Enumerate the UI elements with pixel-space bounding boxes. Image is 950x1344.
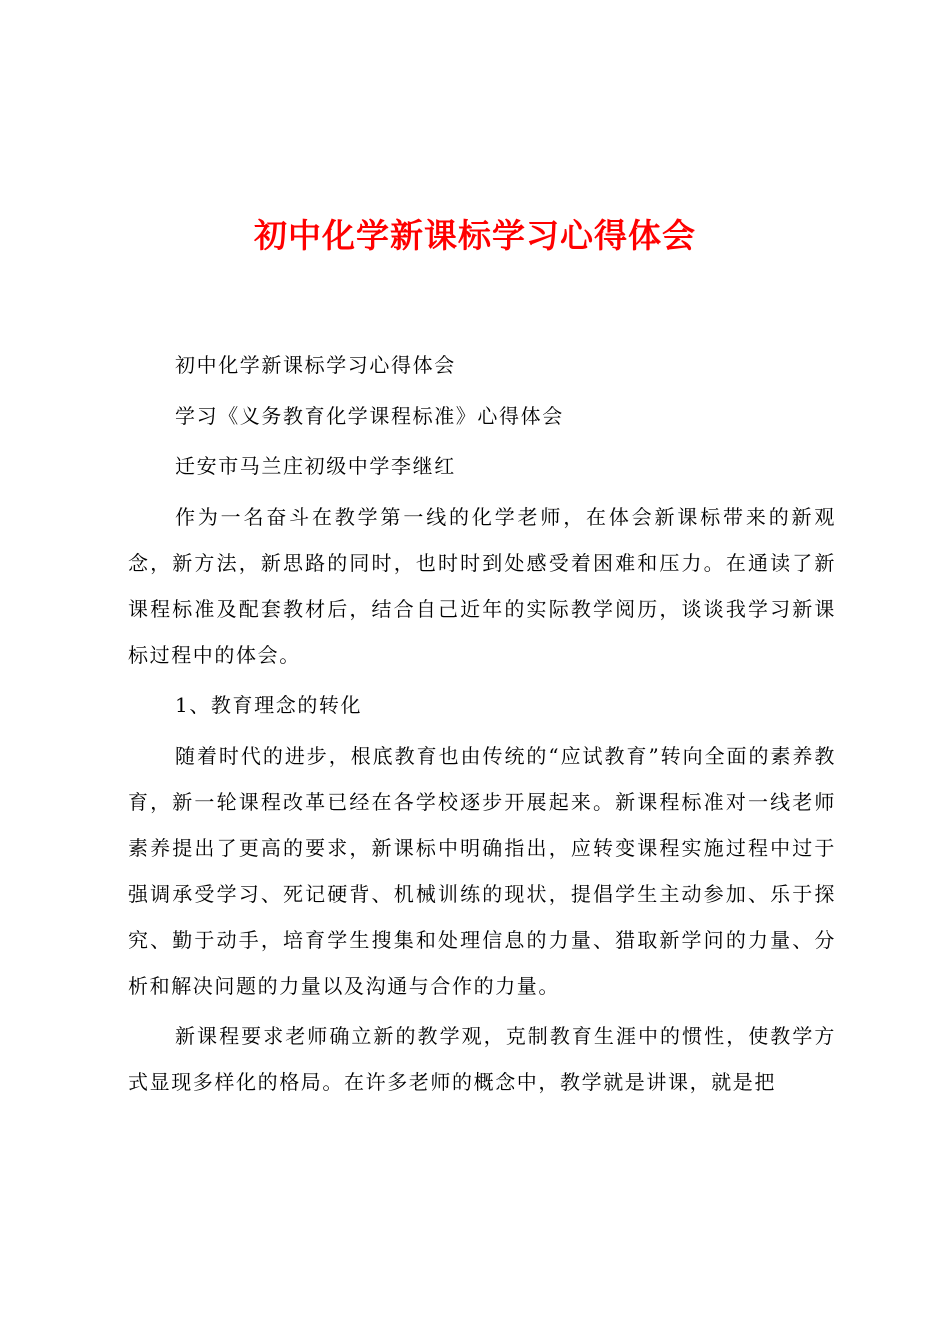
document-title: 初中化学新课标学习心得体会 [254, 216, 696, 255]
paragraph-heading-repeat: 初中化学新课标学习心得体会 [175, 353, 456, 377]
paragraph-section-1: 随着时代的进步，根底教育也由传统的“应试教育”转向全面的素养教育，新一轮课程改革已经在各学校逐步开展起来。新课程标准对一线老师素养提出了更高的要求，新课标中明确指出，应转变课程实施过程中过于强调承受学习、死记硬背、机械训练的现状，提倡学生主动参加、乐于探究、勤于动手，培育学生搜集和处理信息的力量、猎取新学问的力量、分析和解决问题的力量以及沟通与合作的力量。 [128, 743, 836, 998]
section-heading-1: 1、教育理念的转化 [175, 693, 363, 717]
paragraph-subtitle: 学习《义务教育化学课程标准》心得体会 [175, 403, 564, 428]
paragraph-section-1-continued: 新课程要求老师确立新的教学观，克制教育生涯中的惯性，使教学方式显现多样化的格局。在许多老师的概念中，教学就是讲课，就是把 [128, 1024, 836, 1094]
document-body [128, 342, 836, 1110]
paragraph-intro: 作为一名奋斗在教学第一线的化学老师，在体会新课标带来的新观念，新方法，新思路的同时，也时时到处感受着困难和压力。在通读了新课程标准及配套教材后，结合自己近年的实际教学阅历，谈谈我学习新课标过程中的体会。 [128, 504, 836, 667]
paragraph-author: 迁安市马兰庄初级中学李继红 [175, 454, 456, 478]
